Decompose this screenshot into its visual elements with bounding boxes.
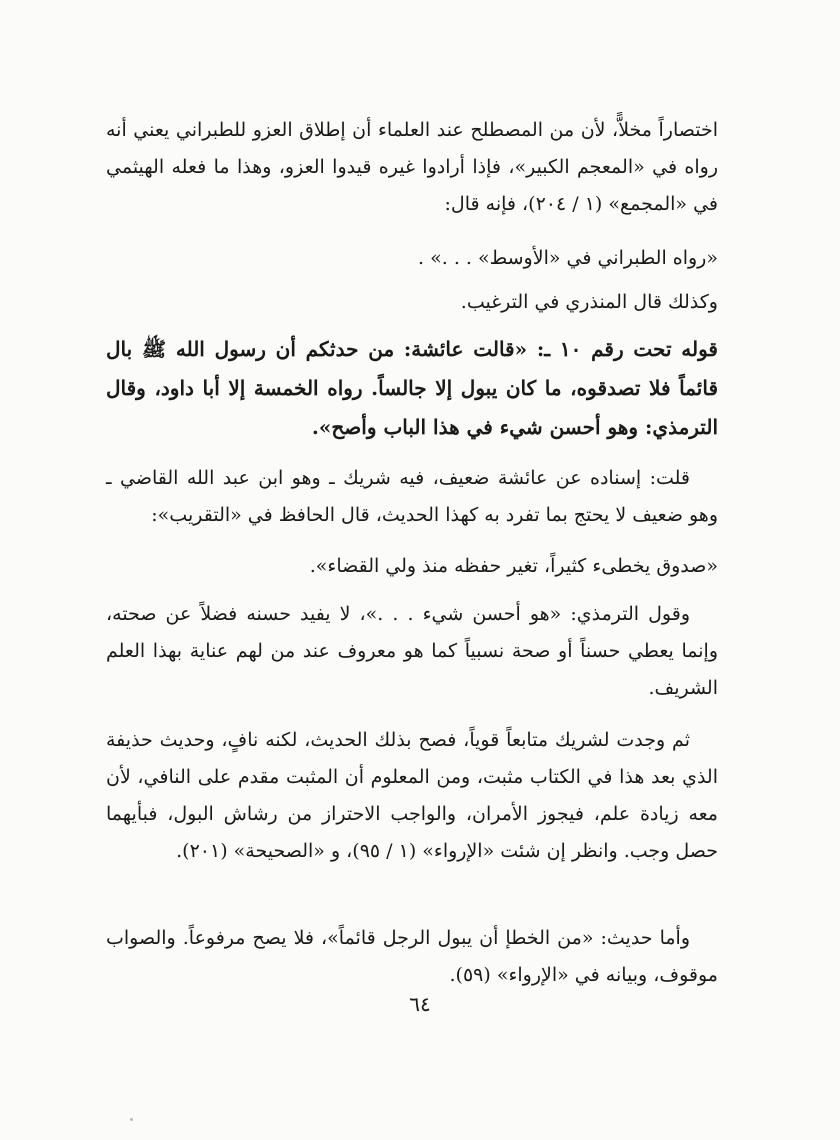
- paragraph-tirmidhi: وقول الترمذي: «هو أحسن شيء . . .»، لا يفيد حسنه فضلاً عن صحته، وإنما يعطي حسناً أو صحة نسبياً كما هو معروف عند من لهم عناية بهذا العلم الشريف.: [106, 603, 718, 699]
- hadith-heading: قوله تحت رقم ١٠ ـ: «قالت عائشة: من حدثكم أن رسول الله ﷺ بال قائماً فلا تصدقوه، ما كان يبول إلا جالساً. رواه الخمسة إلا أبا داود، وقال الترمذي: وهو أحسن شيء في هذا الباب وأصح».: [106, 337, 718, 439]
- paragraph-mutaba: ثم وجدت لشريك متابعاً قوياً، فصح بذلك الحديث، لكنه نافٍ، وحديث حذيفة الذي بعد هذا في الكتاب مثبت، ومن المعلوم أن المثبت مقدم على النافي، لأن معه زيادة علم، فيجوز الأمران، والواجب الاحتراز من رشاش البول، فبأيهما حصل وجب. وانظر إن شئت «الإرواء» (١ / ٩٥)، و «الصحيحة» (٢٠١).: [106, 729, 718, 862]
- paragraph-khata: وأما حديث: «من الخطإ أن يبول الرجل قائماً»، فلا يصح مرفوعاً. والصواب موقوف، وبيانه في «الإرواء» (٥٩).: [106, 927, 718, 986]
- paragraph-intro: اختصاراً مخلاًّ، لأن من المصطلح عند العلماء أن إطلاق العزو للطبراني يعني أنه رواه في «المعجم الكبير»، فإذا أرادوا غيره قيدوا العزو، وهذا ما فعله الهيثمي في «المجمع» (١ / ٢٠٤)، فإنه قال:: [106, 119, 718, 215]
- paragraph-mundhiri: وكذلك قال المنذري في الترغيب.: [460, 291, 718, 313]
- quote-tabarani: «رواه الطبراني في «الأوسط» . . .» .: [418, 247, 718, 269]
- paragraph-isnad: قلت: إسناده عن عائشة ضعيف، فيه شريك ـ وهو ابن عبد الله القاضي ـ وهو ضعيف لا يحتج بما تفرد به كهذا الحديث، قال الحافظ في «التقريب»:: [106, 467, 718, 526]
- page-number: ٦٤: [409, 992, 431, 1016]
- quote-taqrib: «صدوق يخطىء كثيراً، تغير حفظه منذ ولي القضاء».: [309, 555, 718, 577]
- scan-speck: [130, 1118, 133, 1121]
